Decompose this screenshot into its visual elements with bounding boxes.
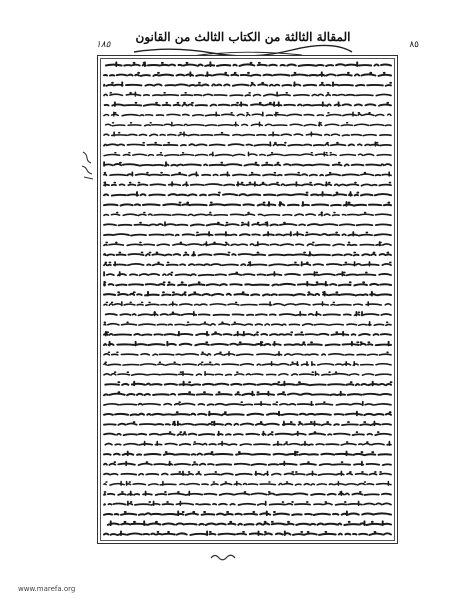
- text-line: [104, 482, 391, 486]
- text-line: [104, 322, 391, 326]
- text-line: [104, 282, 391, 286]
- text-line: [104, 412, 391, 416]
- text-line: [104, 72, 391, 76]
- text-line: [104, 452, 391, 456]
- text-line: [106, 62, 391, 66]
- text-line: [105, 442, 391, 446]
- text-line: [104, 432, 391, 436]
- bottom-page-mark: [210, 547, 236, 557]
- text-line: [104, 222, 391, 226]
- folio-number-left: ١٨٥: [96, 40, 111, 50]
- text-line: [106, 122, 391, 126]
- text-line: [104, 512, 391, 516]
- text-line: [104, 472, 391, 476]
- text-line: [104, 132, 391, 136]
- text-line: [104, 502, 391, 506]
- text-line: [104, 392, 391, 396]
- text-line: [104, 422, 391, 426]
- text-frame: [97, 55, 398, 544]
- bottom-mark-glyph: [210, 552, 236, 562]
- text-line: [104, 232, 391, 236]
- running-header: [132, 30, 354, 58]
- text-line: [104, 152, 391, 156]
- text-line: [104, 462, 391, 466]
- text-line: [104, 332, 391, 336]
- text-line: [106, 312, 391, 316]
- marginal-note: [80, 150, 96, 182]
- text-line: [104, 362, 391, 366]
- text-line: [104, 292, 391, 296]
- text-line: [104, 272, 391, 276]
- text-line: [104, 302, 391, 306]
- text-line: [104, 342, 391, 346]
- text-line: [104, 242, 391, 246]
- text-line: [104, 92, 391, 96]
- text-line: [108, 521, 391, 525]
- text-line: [104, 492, 391, 496]
- text-line: [105, 382, 391, 386]
- text-line: [104, 262, 391, 266]
- text-line: [104, 182, 391, 186]
- text-line: [104, 352, 391, 356]
- text-line: [104, 142, 391, 146]
- text-line: [104, 212, 391, 216]
- arabic-text-block: [102, 60, 393, 539]
- text-line: [104, 172, 391, 176]
- text-line: [105, 102, 391, 106]
- text-line: [104, 372, 391, 376]
- text-line: [104, 82, 391, 86]
- text-line: [104, 192, 391, 196]
- header-title: المقالة الثالثة من الكتاب الثالث من القانون: [135, 30, 351, 44]
- text-line: [104, 112, 391, 116]
- source-watermark[interactable]: www.marefa.org: [18, 585, 76, 593]
- text-line: [104, 531, 391, 535]
- text-line: [104, 402, 391, 406]
- text-line: [104, 252, 391, 256]
- text-line-strokes: [104, 62, 392, 535]
- folio-number-right: ٨٥: [409, 40, 419, 50]
- text-line: [104, 202, 391, 206]
- text-line: [104, 162, 391, 166]
